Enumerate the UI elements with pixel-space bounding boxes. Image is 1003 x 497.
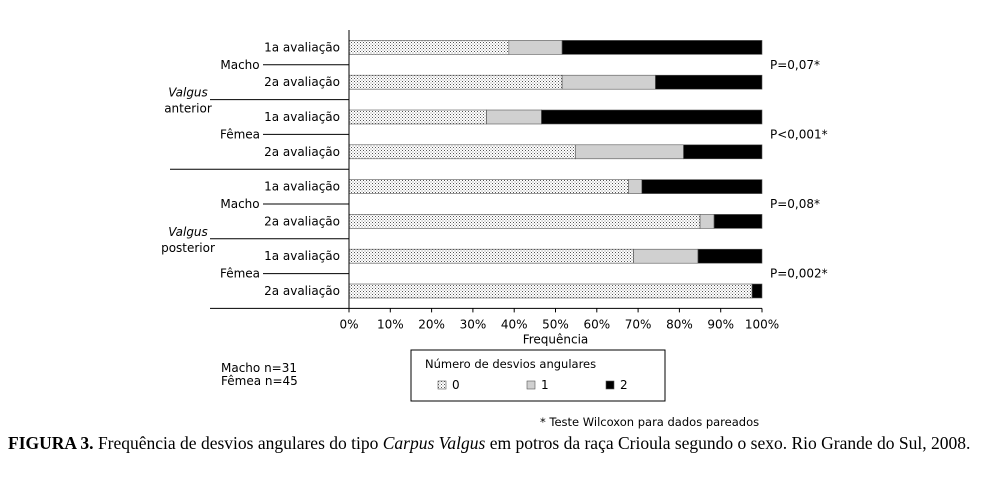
x-tick-label: 50% — [542, 317, 569, 332]
bar-segment-2 — [642, 180, 762, 194]
bar-segment-1 — [634, 249, 698, 263]
bar-segment-2 — [714, 214, 762, 228]
x-tick-label: 10% — [376, 317, 404, 332]
legend-swatch-1 — [527, 381, 535, 389]
bar-segment-1 — [629, 180, 642, 194]
bar-segment-1 — [575, 145, 683, 159]
caption-text-before: Frequência de desvios angulares do tipo — [93, 433, 383, 453]
bar-segment-0 — [349, 75, 562, 89]
bar-segment-1 — [700, 214, 714, 228]
legend-title: Número de desvios angulares — [425, 357, 597, 371]
group-label-rest: anterior — [164, 101, 212, 116]
bar-segment-0 — [349, 284, 752, 298]
figure-caption — [8, 431, 993, 456]
x-axis-label: Frequência — [522, 332, 589, 347]
x-tick-label: 60% — [583, 317, 611, 332]
row-label: 2a avaliação — [264, 284, 340, 298]
bar-segment-0 — [349, 110, 487, 124]
bar-segment-1 — [509, 40, 562, 54]
bar-segment-0 — [349, 249, 634, 263]
row-label: 1a avaliação — [264, 179, 340, 194]
legend-swatch-0 — [438, 381, 446, 389]
caption-label: FIGURA 3. — [8, 433, 94, 453]
x-tick-label: 0% — [339, 317, 359, 332]
x-tick-label: 40% — [500, 317, 528, 332]
bar-segment-2 — [698, 249, 762, 263]
row-label: 1a avaliação — [264, 110, 340, 124]
row-label: 1a avaliação — [264, 40, 340, 55]
p-value-label: P=0,08* — [770, 197, 821, 211]
x-tick-label: 90% — [707, 317, 735, 332]
x-tick-label: 80% — [666, 317, 693, 332]
sample-size-note: Fêmea n=45 — [221, 374, 298, 388]
sex-label: Macho — [220, 197, 260, 211]
bar-segment-0 — [349, 214, 700, 228]
p-value-label: P=0,002* — [770, 266, 828, 281]
bar-segment-0 — [349, 180, 629, 194]
bar-segment-0 — [349, 40, 509, 54]
legend-label-1: 1 — [541, 378, 549, 392]
legend-label-2: 2 — [620, 378, 628, 392]
sample-size-note: Macho n=31 — [221, 361, 297, 375]
sex-label: Macho — [220, 57, 260, 72]
row-label: 2a avaliação — [264, 144, 340, 159]
footnote: * Teste Wilcoxon para dados pareados — [540, 415, 760, 429]
bar-segment-2 — [541, 110, 762, 124]
group-label-rest: posterior — [161, 240, 215, 255]
bar-segment-1 — [487, 110, 542, 124]
bar-segment-2 — [684, 145, 762, 159]
bar-segment-0 — [349, 145, 575, 159]
row-label: 2a avaliação — [264, 75, 340, 90]
bar-segment-2 — [655, 75, 762, 89]
sex-label: Fêmea — [219, 266, 261, 281]
row-label: 2a avaliação — [264, 214, 340, 229]
group-label-italic: Valgus — [168, 224, 208, 239]
legend-label-0: 0 — [452, 378, 460, 392]
x-tick-label: 70% — [624, 317, 652, 332]
row-label: 1a avaliação — [264, 249, 340, 264]
x-tick-label: 30% — [459, 317, 487, 332]
p-value-label: P<0,001* — [770, 127, 828, 142]
caption-italic: Carpus Valgus — [382, 433, 486, 453]
bar-segment-2 — [752, 284, 762, 298]
bar-segment-1 — [562, 75, 655, 89]
caption-text-after: em potros da raça Crioula segundo o sexo. Rio Grande do Sul, 2008. — [485, 433, 971, 453]
x-tick-label: 20% — [418, 317, 445, 332]
bar-segment-2 — [562, 40, 762, 54]
legend-swatch-2 — [606, 381, 614, 389]
group-label-italic: Valgus — [168, 85, 208, 100]
x-tick-label: 100% — [744, 317, 780, 332]
sex-label: Fêmea — [219, 127, 261, 142]
p-value-label: P=0,07* — [770, 57, 821, 72]
